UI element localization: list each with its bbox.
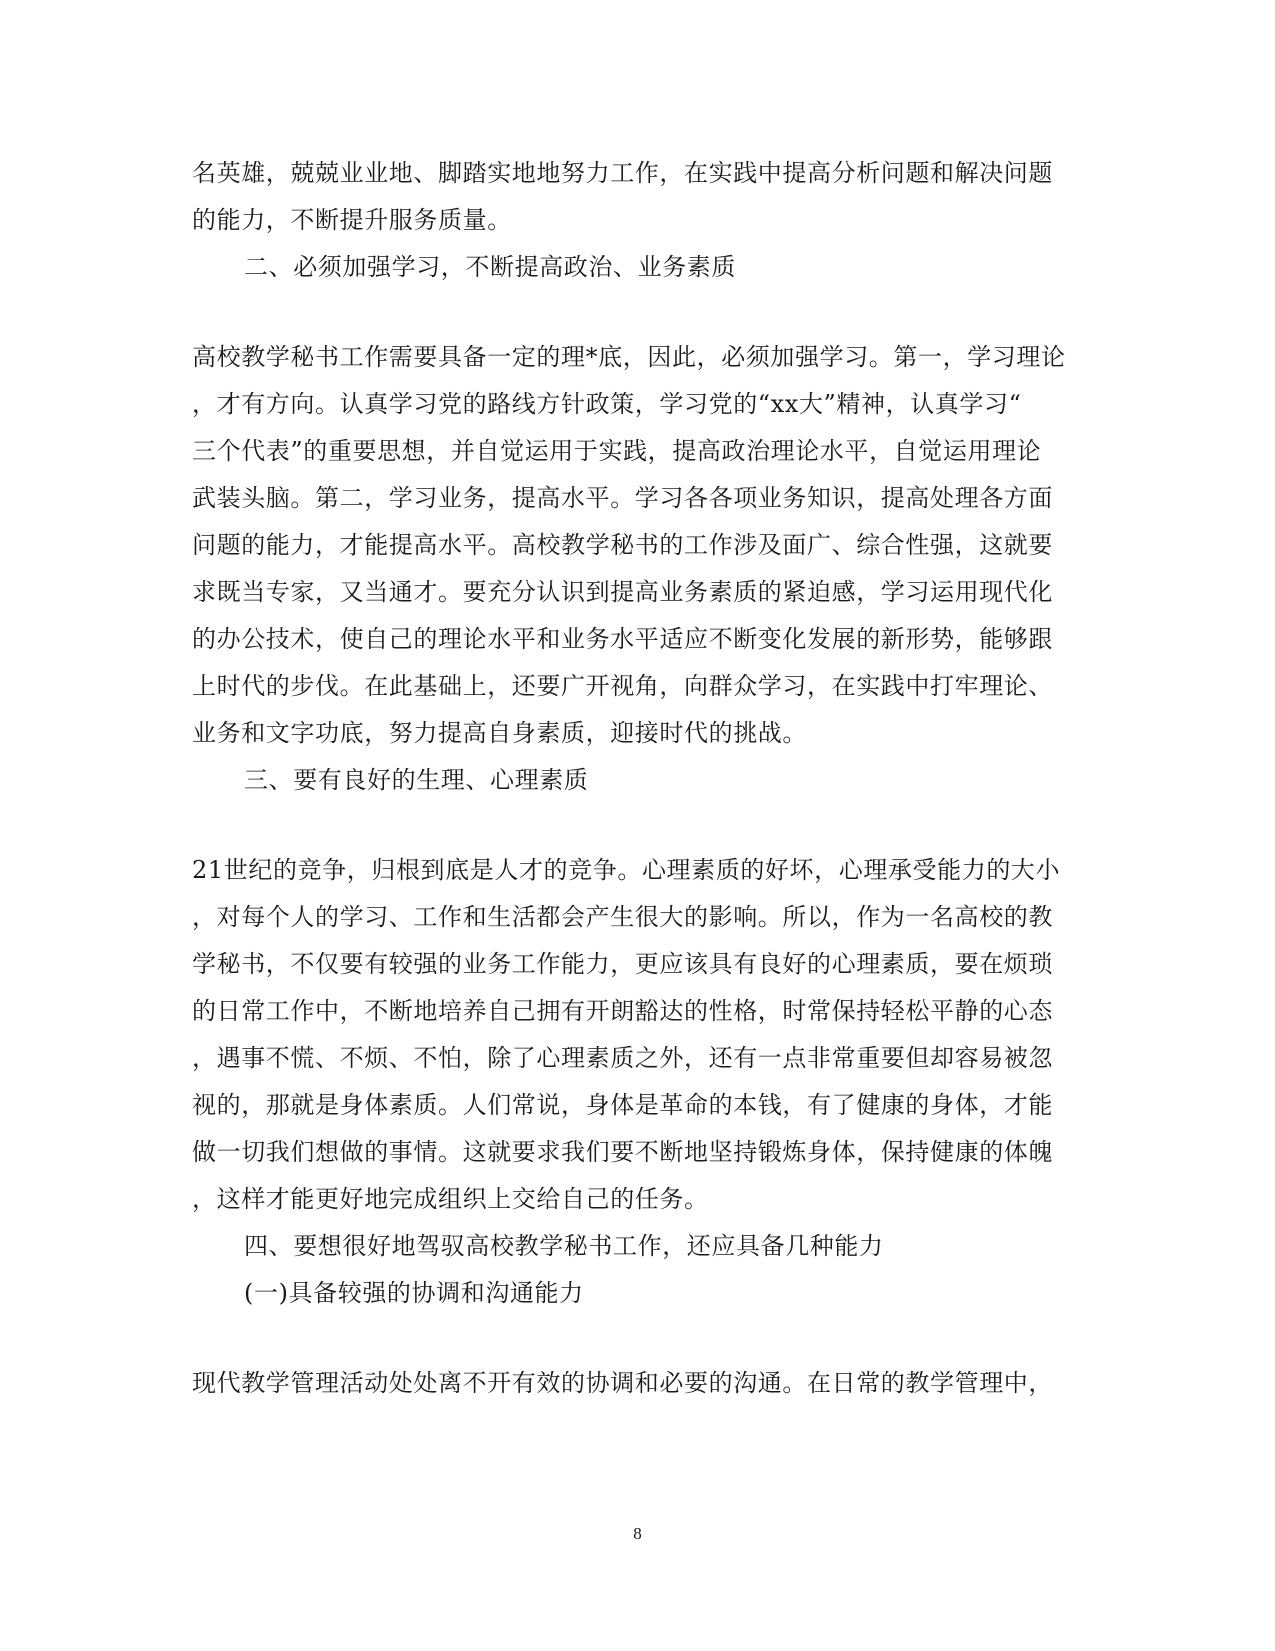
text-line: ，遇事不慌、不烦、不怕，除了心理素质之外，还有一点非常重要但却容易被忽 [192,1044,1053,1072]
section-heading: 二、必须加强学习，不断提高政治、业务素质 [244,253,736,281]
text-line: 业务和文字功底，努力提高自身素质，迎接时代的挑战。 [192,719,807,747]
text-line: 学秘书，不仅要有较强的业务工作能力，更应该具有良好的心理素质，要在烦琐 [192,950,1053,978]
text-line: 上时代的步伐。在此基础上，还要广开视角，向群众学习，在实践中打牢理论、 [192,672,1053,700]
text-line: 21世纪的竞争，归根到底是人才的竞争。心理素质的好坏，心理承受能力的大小 [192,856,1061,884]
section-heading: 三、要有良好的生理、心理素质 [244,766,589,794]
text-line: 视的，那就是身体素质。人们常说，身体是革命的本钱，有了健康的身体，才能 [192,1091,1053,1119]
text-line: 三个代表”的重要思想，并自觉运用于实践，提高政治理论水平，自觉运用理论 [192,437,1042,465]
text-line: 问题的能力，才能提高水平。高校教学秘书的工作涉及面广、综合性强，这就要 [192,531,1053,559]
text-line: ，对每个人的学习、工作和生活都会产生很大的影响。所以，作为一名高校的教 [192,903,1053,931]
section-heading: 四、要想很好地驾驭高校教学秘书工作，还应具备几种能力 [244,1232,884,1260]
text-line: 武装头脑。第二，学习业务，提高水平。学习各各项业务知识，提高处理各方面 [192,484,1053,512]
text-line: ，这样才能更好地完成组织上交给自己的任务。 [192,1185,709,1213]
text-line: 现代教学管理活动处处离不开有效的协调和必要的沟通。在日常的教学管理中， [192,1369,1053,1397]
text-line: 做一切我们想做的事情。这就要求我们要不断地坚持锻炼身体，保持健康的体魄 [192,1138,1053,1166]
text-line: 名英雄，兢兢业业地、脚踏实地地努力工作，在实践中提高分析问题和解决问题 [192,159,1053,187]
text-line: 的能力，不断提升服务质量。 [192,206,512,234]
text-line: 高校教学秘书工作需要具备一定的理*底，因此，必须加强学习。第一，学习理论 [192,343,1066,371]
text-line: ，才有方向。认真学习党的路线方针政策，学习党的“xx大”精神，认真学习“ [192,390,1022,418]
subsection-heading: (一)具备较强的协调和沟通能力 [244,1279,584,1307]
text-line: 的日常工作中，不断地培养自己拥有开朗豁达的性格，时常保持轻松平静的心态 [192,997,1053,1025]
text-line: 求既当专家，又当通才。要充分认识到提高业务素质的紧迫感，学习运用现代化 [192,578,1053,606]
text-line: 的办公技术，使自己的理论水平和业务水平适应不断变化发展的新形势，能够跟 [192,625,1053,653]
page-number: 8 [633,1524,642,1543]
